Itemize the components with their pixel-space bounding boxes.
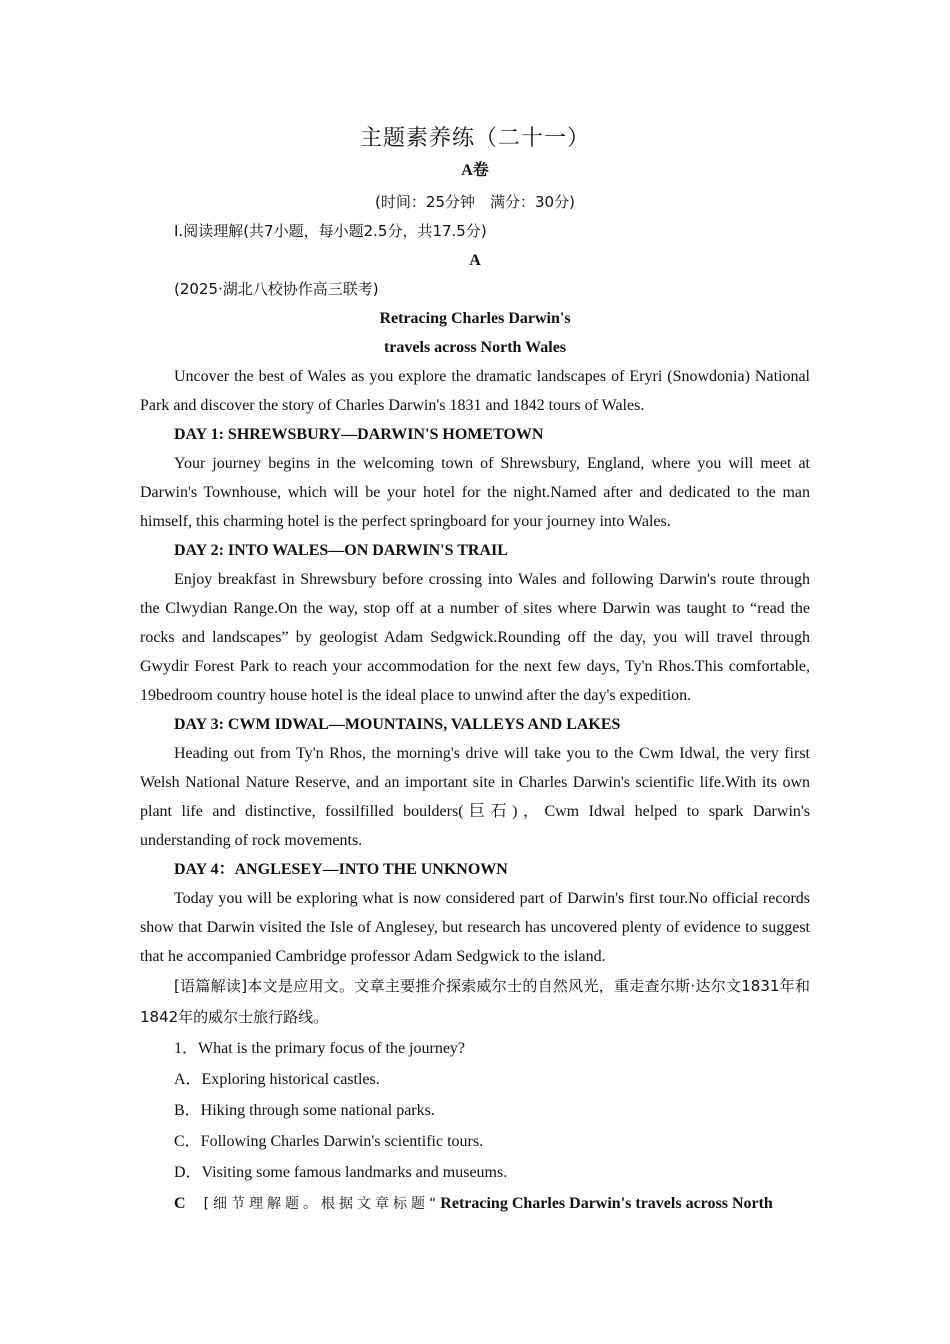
option-b: B．Hiking through some national parks. (174, 1102, 435, 1119)
page-title: 主题素养练（二十一） (359, 126, 590, 151)
option-c: C．Following Charles Darwin's scientific tours. (174, 1133, 484, 1150)
answer-letter: C (174, 1195, 186, 1212)
day-heading: DAY 4：ANGLESEY—INTO THE UNKNOWN (174, 861, 508, 878)
passage-source: (2025·湖北八校协作高三联考) (174, 280, 379, 298)
answer-explain-bold: Retracing Charles Darwin's travels across North (440, 1195, 773, 1212)
option-d: D．Visiting some famous landmarks and museums. (174, 1164, 508, 1181)
answer-explanation (140, 1188, 810, 1220)
day-text: Enjoy breakfast in Shrewsbury before crossing into Wales and following Darwin's route through the Clwydian Range.On the way, stop off at a number of sites where Darwin was taught to “read the rocks and landscapes” by geologist Adam Sedgwick.Rounding off the day, you will travel through Gwydir Forest Park to reach your accommodation for the next few days, Ty'n Rhos.This comfortable, 19bedroom country house hotel is the ideal place to unwind after the day's expedition. (140, 571, 810, 704)
section-heading-rest: (共7小题，每小题2.5分，共17.5分) (243, 222, 487, 240)
day-text: Your journey begins in the welcoming town of Shrewsbury, England, where you will meet at Darwin's Townhouse, which will be your hotel for the night.Named after and dedicated to the man himself, this charming hotel is the perfect springboard for your journey into Wales. (140, 455, 810, 530)
text-analysis-body: 本文是应用文。文章主要推介探索威尔士的自然风光，重走查尔斯·达尔文1831年和1842年的威尔士旅行路线。 (140, 977, 810, 1026)
section-heading (140, 217, 810, 246)
answer-explain-prefix: [细节理解题。根据文章标题“ (203, 1196, 441, 1212)
text-analysis-label: [语篇解读] (174, 977, 248, 995)
passage-title-line2: travels across North Wales (383, 339, 567, 356)
day-heading: DAY 1: SHREWSBURY—DARWIN'S HOMETOWN (174, 426, 544, 443)
day-text: Today you will be exploring what is now considered part of Darwin's first tour.No official records show that Darwin visited the Isle of Anglesey, but research has uncovered plenty of evidence to suggest that he accompanied Cambridge professor Adam Sedgwick to the island. (140, 890, 810, 965)
document-page (140, 122, 810, 1220)
passage-label: A (469, 252, 481, 269)
text-analysis (140, 971, 810, 1033)
day-heading: DAY 2: INTO WALES—ON DARWIN'S TRAIL (174, 542, 508, 559)
time-info: (时间：25分钟 满分：30分) (375, 193, 575, 211)
section-heading-bold: Ⅰ.阅读理解 (174, 222, 244, 240)
question-stem: 1．What is the primary focus of the journey? (174, 1040, 466, 1057)
day-text: Heading out from Ty'n Rhos, the morning's drive will take you to the Cwm Idwal, the very first Welsh National Nature Reserve, and an important site in Charles Darwin's scientific life.With its own plant life and distinctive, fossilfilled boulders(巨石)，Cwm Idwal helped to spark Darwin's understanding of rock movements. (140, 745, 810, 849)
passage-intro: Uncover the best of Wales as you explore the dramatic landscapes of Eryri (Snowdonia) National Park and discover the story of Charles Darwin's 1831 and 1842 tours of Wales. (140, 368, 810, 414)
option-a: A．Exploring historical castles. (174, 1071, 380, 1088)
volume-label: A卷 (461, 162, 489, 179)
day-heading: DAY 3: CWM IDWAL—MOUNTAINS, VALLEYS AND LAKES (174, 716, 621, 733)
passage-title-line1: Retracing Charles Darwin's (379, 310, 571, 327)
